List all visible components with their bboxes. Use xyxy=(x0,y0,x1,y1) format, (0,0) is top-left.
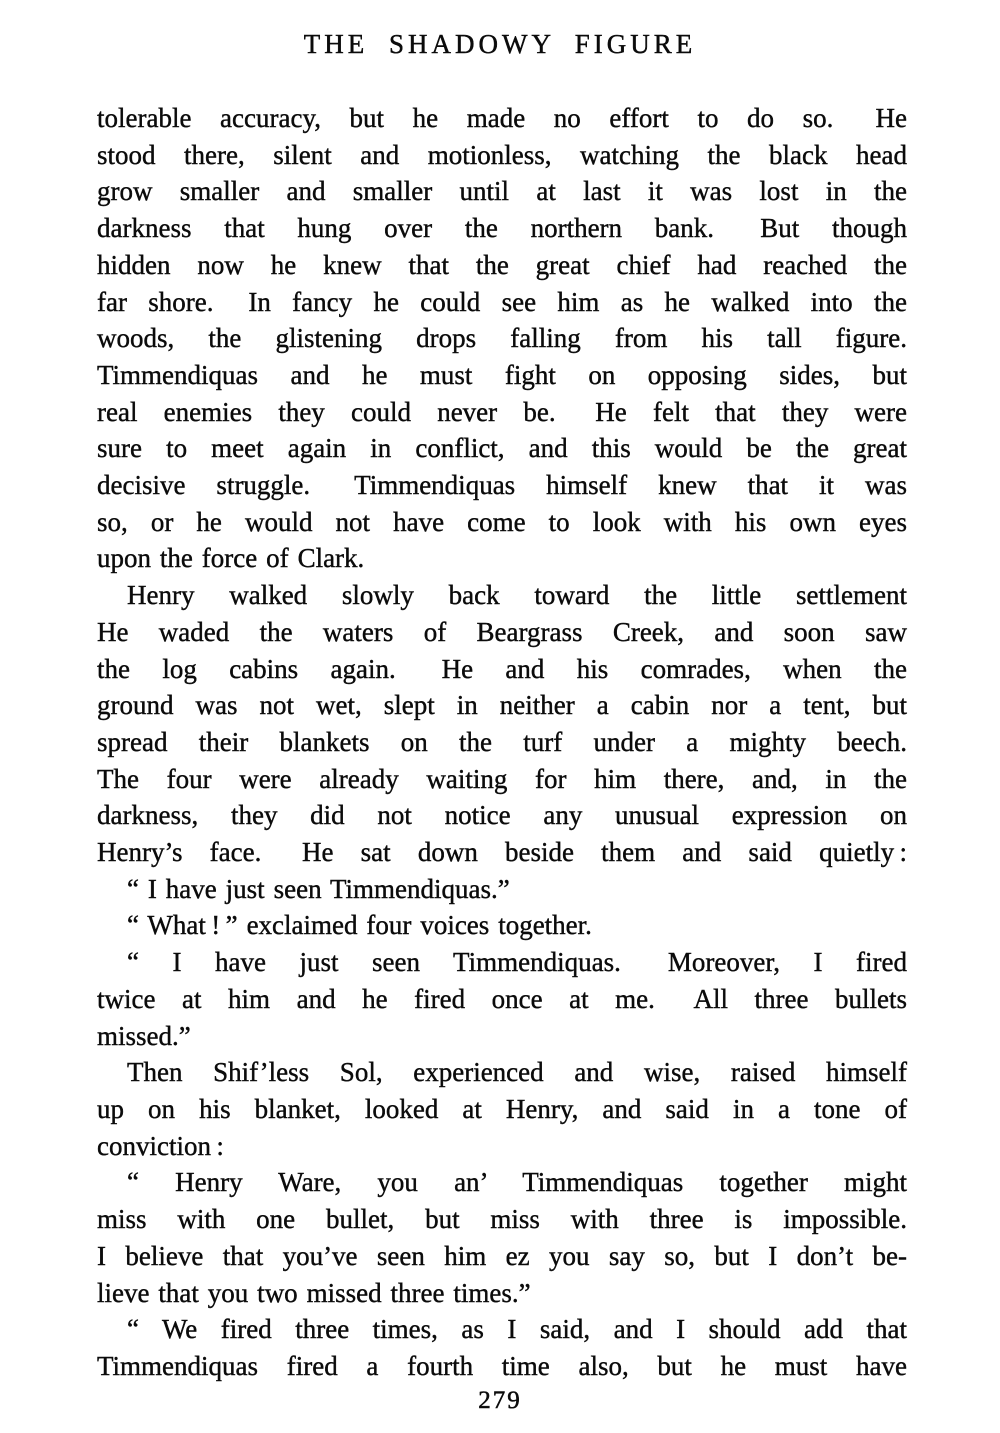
text-line: upon the force of Clark. xyxy=(97,543,365,574)
text-line: Henry walked slowly back toward the little settlement xyxy=(127,580,907,611)
text-line: ground was not wet, slept in neither a cabin nor a tent, but xyxy=(97,690,907,721)
text-line: Then Shif’less Sol, experienced and wise, raised himself xyxy=(127,1057,907,1088)
text-line: darkness that hung over the northern bank. But though xyxy=(97,213,907,244)
text-line: “ I have just seen Timmendiquas. Moreover, I fired xyxy=(127,947,907,978)
text-line: lieve that you two missed three times.” xyxy=(97,1277,531,1308)
text-line: conviction : xyxy=(97,1130,224,1161)
text-line: “ What ! ” exclaimed four voices together. xyxy=(127,910,592,941)
text-block xyxy=(97,100,907,1385)
text-line: The four were already waiting for him there, and, in the xyxy=(97,763,907,794)
text-line: stood there, silent and motionless, watching the black head xyxy=(97,139,907,170)
text-line: I believe that you’ve seen him ez you say so, but I don’t be- xyxy=(97,1240,907,1271)
text-line: twice at him and he fired once at me. All three bullets xyxy=(97,983,907,1014)
text-line: far shore. In fancy he could see him as he walked into the xyxy=(97,286,907,317)
text-line: woods, the glistening drops falling from his tall figure. xyxy=(97,323,907,354)
text-line: “ Henry Ware, you an’ Timmendiquas together might xyxy=(127,1167,907,1198)
text-line: sure to meet again in conflict, and this would be the great xyxy=(97,433,907,464)
text-line: so, or he would not have come to look with his own eyes xyxy=(97,506,907,537)
text-line: “ We fired three times, as I said, and I should add that xyxy=(127,1314,907,1345)
text-line: darkness, they did not notice any unusual expression on xyxy=(97,800,907,831)
text-line: Henry’s face. He sat down beside them and said quietly : xyxy=(97,837,907,868)
text-line: Timmendiquas fired a fourth time also, but he must have xyxy=(97,1350,907,1381)
text-line: spread their blankets on the turf under a mighty beech. xyxy=(97,726,907,757)
text-line: real enemies they could never be. He felt that they were xyxy=(97,396,907,427)
text-line: grow smaller and smaller until at last it was lost in the xyxy=(97,176,907,207)
text-line: “ I have just seen Timmendiquas.” xyxy=(127,873,510,904)
text-line: He waded the waters of Beargrass Creek, and soon saw xyxy=(97,616,907,647)
text-line: Timmendiquas and he must fight on opposing sides, but xyxy=(97,359,907,390)
page-number: 279 xyxy=(478,1387,522,1414)
text-line: miss with one bullet, but miss with three is impossible. xyxy=(97,1204,907,1235)
text-line: decisive struggle. Timmendiquas himself knew that it was xyxy=(97,470,907,501)
text-line: missed.” xyxy=(97,1020,191,1051)
text-line: hidden now he knew that the great chief had reached the xyxy=(97,249,907,280)
text-line: the log cabins again. He and his comrades, when the xyxy=(97,653,907,684)
text-line: tolerable accuracy, but he made no effort to do so. He xyxy=(97,103,907,133)
chapter-title: THE SHADOWY FIGURE xyxy=(303,29,697,59)
text-line: up on his blanket, looked at Henry, and said in a tone of xyxy=(97,1093,907,1124)
